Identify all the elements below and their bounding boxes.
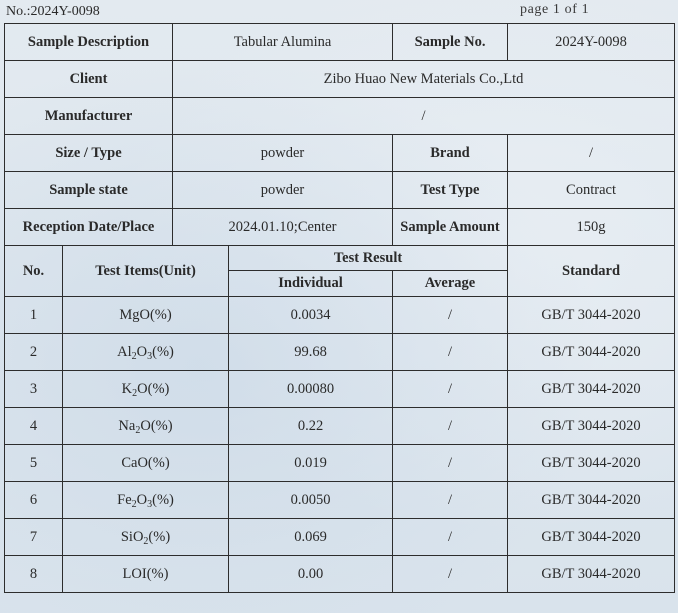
col-header-average: Average: [393, 271, 508, 297]
client-value: Zibo Huao New Materials Co.,Ltd: [173, 61, 675, 98]
test-item: [63, 408, 229, 445]
unit: (%): [150, 417, 173, 434]
individual-value: 99.68: [229, 334, 393, 371]
col-header-test-items: Test Items(Unit): [63, 246, 229, 297]
standard-value: GB/T 3044-2020: [508, 482, 675, 519]
reception-label: Reception Date/Place: [5, 209, 173, 246]
row-number: 3: [5, 371, 63, 408]
individual-value: 0.22: [229, 408, 393, 445]
formula-element: Mg: [119, 306, 140, 323]
row-number: 1: [5, 297, 63, 334]
reception-value: 2024.01.10;Center: [173, 209, 393, 246]
sample-amount-label: Sample Amount: [393, 209, 508, 246]
results-body: [5, 297, 675, 593]
row-sample-state: [5, 172, 675, 209]
formula-element: O: [137, 454, 148, 471]
standard-value: GB/T 3044-2020: [508, 408, 675, 445]
row-number: 5: [5, 445, 63, 482]
unit: (%): [148, 528, 171, 545]
standard-value: GB/T 3044-2020: [508, 371, 675, 408]
row-manufacturer: [5, 98, 675, 135]
row-number: 4: [5, 408, 63, 445]
test-item: [63, 445, 229, 482]
col-header-individual: Individual: [229, 271, 393, 297]
row-reception: [5, 209, 675, 246]
formula-element: Ca: [121, 454, 138, 471]
standard-value: GB/T 3044-2020: [508, 334, 675, 371]
formula-subscript: 2: [135, 424, 141, 436]
test-item: [63, 482, 229, 519]
formula-element: Na: [118, 417, 136, 434]
individual-value: 0.00: [229, 556, 393, 593]
formula-subscript: 2: [131, 350, 137, 362]
formula-subscript: 3: [147, 498, 153, 510]
page-indicator: page 1 of 1: [520, 2, 590, 17]
table-row: [5, 482, 675, 519]
average-value: /: [393, 297, 508, 334]
formula-element: Al: [117, 343, 132, 360]
formula-element: O: [140, 417, 151, 434]
formula-element: LOI: [122, 565, 147, 582]
table-row: [5, 371, 675, 408]
standard-value: GB/T 3044-2020: [508, 297, 675, 334]
unit: (%): [146, 565, 169, 582]
test-item: [63, 556, 229, 593]
results-header-row-1: [5, 246, 675, 271]
sample-description-label: Sample Description: [5, 24, 173, 61]
standard-value: GB/T 3044-2020: [508, 556, 675, 593]
unit: (%): [147, 380, 170, 397]
table-row: [5, 445, 675, 482]
formula-subscript: 2: [132, 387, 138, 399]
average-value: /: [393, 482, 508, 519]
formula-element: O: [132, 528, 144, 545]
formula-subscript: 3: [147, 350, 153, 362]
table-row: [5, 297, 675, 334]
row-number: 7: [5, 519, 63, 556]
test-report-table: [4, 23, 675, 593]
unit: (%): [149, 306, 172, 323]
size-type-value: powder: [173, 135, 393, 172]
brand-label: Brand: [393, 135, 508, 172]
average-value: /: [393, 445, 508, 482]
report-number: No.:2024Y-0098: [6, 4, 100, 19]
col-header-no: No.: [5, 246, 63, 297]
test-item: [63, 297, 229, 334]
individual-value: 0.0050: [229, 482, 393, 519]
test-type-value: Contract: [508, 172, 675, 209]
col-header-test-result: Test Result: [229, 246, 508, 271]
sample-state-value: powder: [173, 172, 393, 209]
table-row: [5, 408, 675, 445]
sample-no-value: 2024Y-0098: [508, 24, 675, 61]
brand-value: /: [508, 135, 675, 172]
unit: (%): [152, 343, 174, 360]
row-size-type: [5, 135, 675, 172]
unit: (%): [152, 491, 174, 508]
formula-element: O: [137, 380, 148, 397]
test-item: [63, 519, 229, 556]
row-number: 8: [5, 556, 63, 593]
standard-value: GB/T 3044-2020: [508, 519, 675, 556]
formula-subscript: 2: [131, 498, 137, 510]
formula-element: Fe: [117, 491, 132, 508]
formula-element: O: [139, 306, 150, 323]
formula-element: Si: [120, 528, 133, 545]
individual-value: 0.069: [229, 519, 393, 556]
individual-value: 0.0034: [229, 297, 393, 334]
row-client: [5, 61, 675, 98]
row-number: 6: [5, 482, 63, 519]
row-number: 2: [5, 334, 63, 371]
standard-value: GB/T 3044-2020: [508, 445, 675, 482]
average-value: /: [393, 519, 508, 556]
table-row: [5, 556, 675, 593]
individual-value: 0.019: [229, 445, 393, 482]
formula-subscript: 2: [143, 535, 149, 547]
size-type-label: Size / Type: [5, 135, 173, 172]
unit: (%): [147, 454, 170, 471]
row-sample-description: [5, 24, 675, 61]
test-item: [63, 334, 229, 371]
formula-element: O: [136, 343, 148, 360]
average-value: /: [393, 556, 508, 593]
sample-description-value: Tabular Alumina: [173, 24, 393, 61]
average-value: /: [393, 371, 508, 408]
average-value: /: [393, 334, 508, 371]
individual-value: 0.00080: [229, 371, 393, 408]
client-label: Client: [5, 61, 173, 98]
test-item: [63, 371, 229, 408]
sample-no-label: Sample No.: [393, 24, 508, 61]
manufacturer-label: Manufacturer: [5, 98, 173, 135]
col-header-standard: Standard: [508, 246, 675, 297]
sample-state-label: Sample state: [5, 172, 173, 209]
table-row: [5, 334, 675, 371]
test-type-label: Test Type: [393, 172, 508, 209]
manufacturer-value: /: [173, 98, 675, 135]
formula-element: O: [136, 491, 148, 508]
formula-element: K: [121, 380, 133, 397]
sample-amount-value: 150g: [508, 209, 675, 246]
average-value: /: [393, 408, 508, 445]
table-row: [5, 519, 675, 556]
